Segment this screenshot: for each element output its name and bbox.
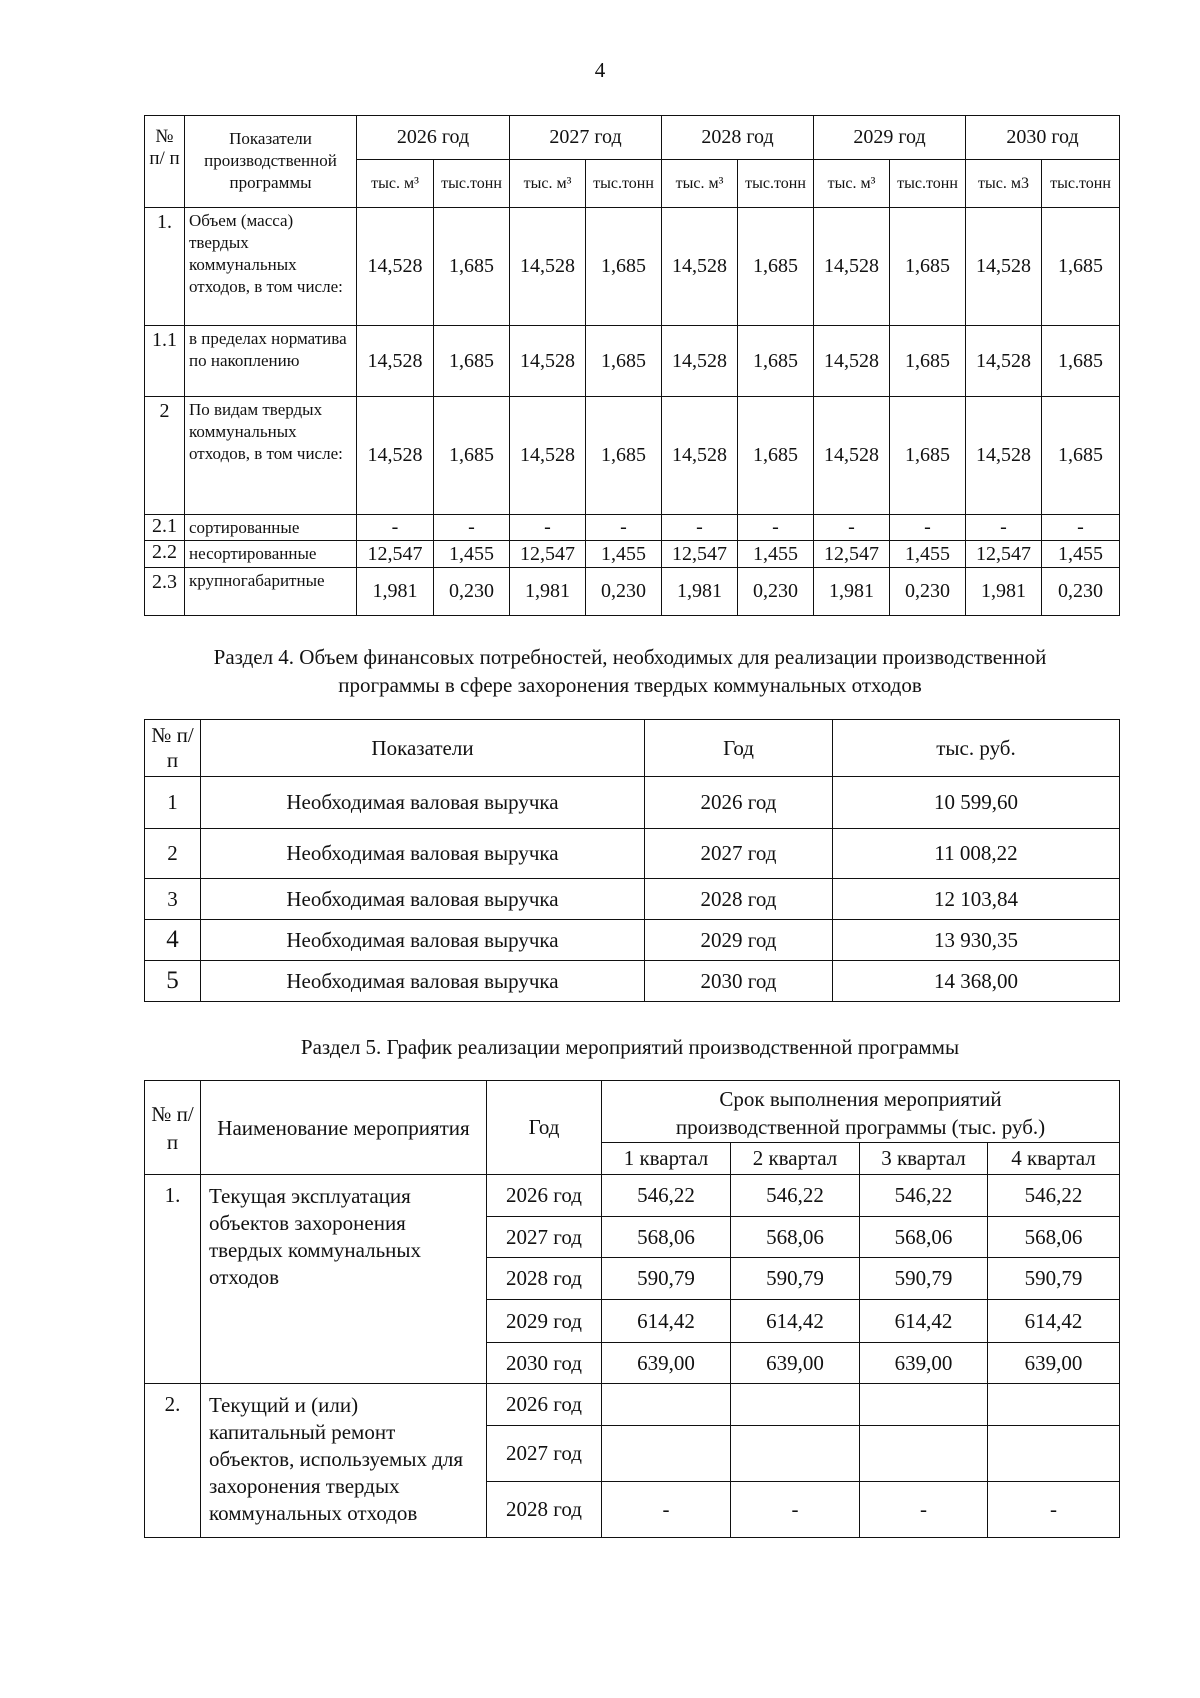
header-year: Год xyxy=(487,1081,602,1175)
cell-value: 568,06 xyxy=(988,1217,1120,1258)
row-year: 2029 год xyxy=(645,920,833,961)
header-period-line1: Срок выполнения мероприятий xyxy=(719,1086,1002,1111)
row-year: 2029 год xyxy=(487,1300,602,1343)
cell-value: - xyxy=(586,515,662,541)
cell-value xyxy=(602,1384,731,1426)
cell-value: 14,528 xyxy=(510,397,586,515)
cell-value: - xyxy=(966,515,1042,541)
row-year: 2026 год xyxy=(487,1175,602,1217)
header-year: 2028 год xyxy=(662,116,814,160)
cell-value: - xyxy=(860,1482,988,1538)
header-period-line2: производственной программы (тыс. руб.) xyxy=(675,1114,1046,1139)
row-num: 2. xyxy=(145,1384,201,1538)
cell-value: 0,230 xyxy=(586,568,662,616)
cell-value: - xyxy=(890,515,966,541)
row-indicator: Необходимая валовая выручка xyxy=(201,920,645,961)
cell-value: - xyxy=(357,515,434,541)
cell-value: 590,79 xyxy=(731,1258,860,1300)
cell-value: 1,455 xyxy=(434,541,510,568)
row-label: в пределах норматива по накоплению xyxy=(185,326,357,397)
row-num: 1. xyxy=(145,1175,201,1384)
cell-value: 12,547 xyxy=(966,541,1042,568)
cell-value: 14,528 xyxy=(966,208,1042,326)
cell-value: 0,230 xyxy=(738,568,814,616)
cell-value: 546,22 xyxy=(860,1175,988,1217)
cell-value: 590,79 xyxy=(602,1258,731,1300)
row-label: крупногабаритные xyxy=(185,568,357,616)
cell-value: 14,528 xyxy=(662,208,738,326)
row-amount: 12 103,84 xyxy=(833,879,1120,920)
header-year: Год xyxy=(645,720,833,777)
cell-value: 14,528 xyxy=(510,208,586,326)
cell-value: 1,685 xyxy=(738,397,814,515)
row-name: Текущая эксплуатация объектов захоронения твердых коммунальных отходов xyxy=(201,1175,487,1384)
row-year: 2027 год xyxy=(487,1217,602,1258)
row-year: 2030 год xyxy=(487,1343,602,1384)
row-num: 5 xyxy=(145,961,201,1002)
cell-value: 1,685 xyxy=(890,326,966,397)
cell-value: - xyxy=(814,515,890,541)
header-name: Наименование мероприятия xyxy=(201,1081,487,1175)
header-year: 2027 год xyxy=(510,116,662,160)
row-amount: 14 368,00 xyxy=(833,961,1120,1002)
header-quarter: 1 квартал xyxy=(602,1143,731,1175)
row-year: 2027 год xyxy=(487,1426,602,1482)
header-year: 2029 год xyxy=(814,116,966,160)
table-row xyxy=(145,777,1120,829)
cell-value: 14,528 xyxy=(814,208,890,326)
cell-value: 0,230 xyxy=(1042,568,1120,616)
cell-value: 14,528 xyxy=(814,326,890,397)
unit-cubic: тыс. м³ xyxy=(662,160,738,208)
cell-value: - xyxy=(662,515,738,541)
cell-value: 14,528 xyxy=(357,397,434,515)
row-num: 1. xyxy=(145,208,185,326)
row-indicator: Необходимая валовая выручка xyxy=(201,777,645,829)
production-volume-table xyxy=(144,115,1120,616)
row-year: 2028 год xyxy=(487,1258,602,1300)
cell-value: 1,685 xyxy=(738,326,814,397)
cell-value: 1,455 xyxy=(586,541,662,568)
unit-cubic: тыс. м³ xyxy=(814,160,890,208)
cell-value: 0,230 xyxy=(890,568,966,616)
row-amount: 13 930,35 xyxy=(833,920,1120,961)
header-quarter: 3 квартал xyxy=(860,1143,988,1175)
cell-value: 639,00 xyxy=(988,1343,1120,1384)
table-row xyxy=(145,961,1120,1002)
row-num: 1.1 xyxy=(145,326,185,397)
cell-value: 1,981 xyxy=(357,568,434,616)
cell-value: - xyxy=(1042,515,1120,541)
cell-value: 639,00 xyxy=(731,1343,860,1384)
cell-value: 1,685 xyxy=(434,326,510,397)
schedule-table xyxy=(144,1080,1120,1538)
cell-value: 12,547 xyxy=(662,541,738,568)
row-name: Текущий и (или) капитальный ремонт объектов, используемых для захоронения твердых коммунальных отходов xyxy=(201,1384,487,1538)
cell-value: 614,42 xyxy=(860,1300,988,1343)
cell-value: 12,547 xyxy=(814,541,890,568)
cell-value: 1,455 xyxy=(890,541,966,568)
row-num: 3 xyxy=(145,879,201,920)
cell-value: 14,528 xyxy=(662,397,738,515)
cell-value: 1,685 xyxy=(586,397,662,515)
cell-value xyxy=(988,1384,1120,1426)
cell-value: 1,685 xyxy=(890,208,966,326)
cell-value: 14,528 xyxy=(966,326,1042,397)
unit-tonnes: тыс.тонн xyxy=(890,160,966,208)
unit-tonnes: тыс.тонн xyxy=(434,160,510,208)
cell-value: 590,79 xyxy=(988,1258,1120,1300)
unit-cubic: тыс. м³ xyxy=(510,160,586,208)
cell-value: 1,981 xyxy=(510,568,586,616)
row-num: 2.3 xyxy=(145,568,185,616)
cell-value: 1,685 xyxy=(434,208,510,326)
cell-value: 1,685 xyxy=(434,397,510,515)
financial-needs-table xyxy=(144,719,1120,1002)
cell-value xyxy=(731,1426,860,1482)
table-row xyxy=(145,397,1120,515)
row-num: 2 xyxy=(145,397,185,515)
cell-value: - xyxy=(510,515,586,541)
cell-value: 1,455 xyxy=(738,541,814,568)
header-period xyxy=(602,1081,1120,1143)
row-amount: 10 599,60 xyxy=(833,777,1120,829)
cell-value: - xyxy=(988,1482,1120,1538)
cell-value: 568,06 xyxy=(602,1217,731,1258)
table-row xyxy=(145,1384,1120,1426)
header-indicator: Показатели производственной программы xyxy=(185,116,357,208)
cell-value: 590,79 xyxy=(860,1258,988,1300)
cell-value: 12,547 xyxy=(510,541,586,568)
header-quarter: 2 квартал xyxy=(731,1143,860,1175)
cell-value: 546,22 xyxy=(602,1175,731,1217)
row-indicator: Необходимая валовая выручка xyxy=(201,961,645,1002)
table-row xyxy=(145,879,1120,920)
row-amount: 11 008,22 xyxy=(833,829,1120,879)
cell-value: 14,528 xyxy=(357,326,434,397)
unit-tonnes: тыс.тонн xyxy=(586,160,662,208)
row-year: 2028 год xyxy=(487,1482,602,1538)
row-year: 2026 год xyxy=(487,1384,602,1426)
header-year: 2030 год xyxy=(966,116,1120,160)
cell-value: 14,528 xyxy=(357,208,434,326)
cell-value: 614,42 xyxy=(602,1300,731,1343)
cell-value: 614,42 xyxy=(731,1300,860,1343)
cell-value xyxy=(860,1426,988,1482)
cell-value: 1,685 xyxy=(1042,208,1120,326)
table-row xyxy=(145,326,1120,397)
unit-tonnes: тыс.тонн xyxy=(1042,160,1120,208)
header-indicator: Показатели xyxy=(201,720,645,777)
header-year: 2026 год xyxy=(357,116,510,160)
cell-value: - xyxy=(602,1482,731,1538)
cell-value: 0,230 xyxy=(434,568,510,616)
section4-title xyxy=(130,643,1130,699)
cell-value: 1,685 xyxy=(890,397,966,515)
header-quarter: 4 квартал xyxy=(988,1143,1120,1175)
header-amount: тыс. руб. xyxy=(833,720,1120,777)
cell-value: 1,685 xyxy=(738,208,814,326)
section4-title-line1: Раздел 4. Объем финансовых потребностей, необходимых для реализации производственной xyxy=(213,645,1047,669)
table-row xyxy=(145,829,1120,879)
header-num: № п/ п xyxy=(145,116,185,208)
cell-value xyxy=(602,1426,731,1482)
row-label: По видам твердых коммунальных отходов, в том числе: xyxy=(185,397,357,515)
header-num: № п/п xyxy=(145,1081,201,1175)
row-label: сортированные xyxy=(185,515,357,541)
row-num: 2.1 xyxy=(145,515,185,541)
unit-tonnes: тыс.тонн xyxy=(738,160,814,208)
section4-title-line2: программы в сфере захоронения твердых коммунальных отходов xyxy=(338,673,922,697)
cell-value xyxy=(988,1426,1120,1482)
row-year: 2027 год xyxy=(645,829,833,879)
cell-value: 639,00 xyxy=(602,1343,731,1384)
cell-value: 14,528 xyxy=(814,397,890,515)
cell-value: - xyxy=(738,515,814,541)
row-label: несортированные xyxy=(185,541,357,568)
row-num: 1 xyxy=(145,777,201,829)
table1-body xyxy=(145,208,1120,616)
unit-cubic: тыс. м³ xyxy=(357,160,434,208)
table-row xyxy=(145,568,1120,616)
cell-value: 1,981 xyxy=(966,568,1042,616)
table-row xyxy=(145,541,1120,568)
cell-value xyxy=(860,1384,988,1426)
section5-title: Раздел 5. График реализации мероприятий производственной программы xyxy=(300,1035,960,1059)
row-num: 4 xyxy=(145,920,201,961)
row-indicator: Необходимая валовая выручка xyxy=(201,879,645,920)
cell-value: 1,981 xyxy=(814,568,890,616)
header-num: № п/п xyxy=(145,720,201,777)
row-year: 2026 год xyxy=(645,777,833,829)
cell-value: 546,22 xyxy=(988,1175,1120,1217)
unit-cubic: тыс. м3 xyxy=(966,160,1042,208)
cell-value: 1,685 xyxy=(1042,397,1120,515)
cell-value: 568,06 xyxy=(860,1217,988,1258)
cell-value xyxy=(731,1384,860,1426)
cell-value: 14,528 xyxy=(662,326,738,397)
cell-value: 14,528 xyxy=(966,397,1042,515)
cell-value: 1,685 xyxy=(586,208,662,326)
cell-value: 639,00 xyxy=(860,1343,988,1384)
table-row xyxy=(145,515,1120,541)
cell-value: 1,685 xyxy=(586,326,662,397)
row-label: Объем (масса) твердых коммунальных отходов, в том числе: xyxy=(185,208,357,326)
cell-value: 546,22 xyxy=(731,1175,860,1217)
table-row xyxy=(145,1175,1120,1217)
cell-value: 14,528 xyxy=(510,326,586,397)
cell-value: 1,981 xyxy=(662,568,738,616)
row-indicator: Необходимая валовая выручка xyxy=(201,829,645,879)
cell-value: - xyxy=(731,1482,860,1538)
page-number: 4 xyxy=(594,58,606,82)
cell-value: 614,42 xyxy=(988,1300,1120,1343)
cell-value: 12,547 xyxy=(357,541,434,568)
row-year: 2028 год xyxy=(645,879,833,920)
cell-value: 568,06 xyxy=(731,1217,860,1258)
row-year: 2030 год xyxy=(645,961,833,1002)
cell-value: - xyxy=(434,515,510,541)
cell-value: 1,455 xyxy=(1042,541,1120,568)
row-num: 2 xyxy=(145,829,201,879)
row-num: 2.2 xyxy=(145,541,185,568)
cell-value: 1,685 xyxy=(1042,326,1120,397)
table-row xyxy=(145,208,1120,326)
table-row xyxy=(145,920,1120,961)
